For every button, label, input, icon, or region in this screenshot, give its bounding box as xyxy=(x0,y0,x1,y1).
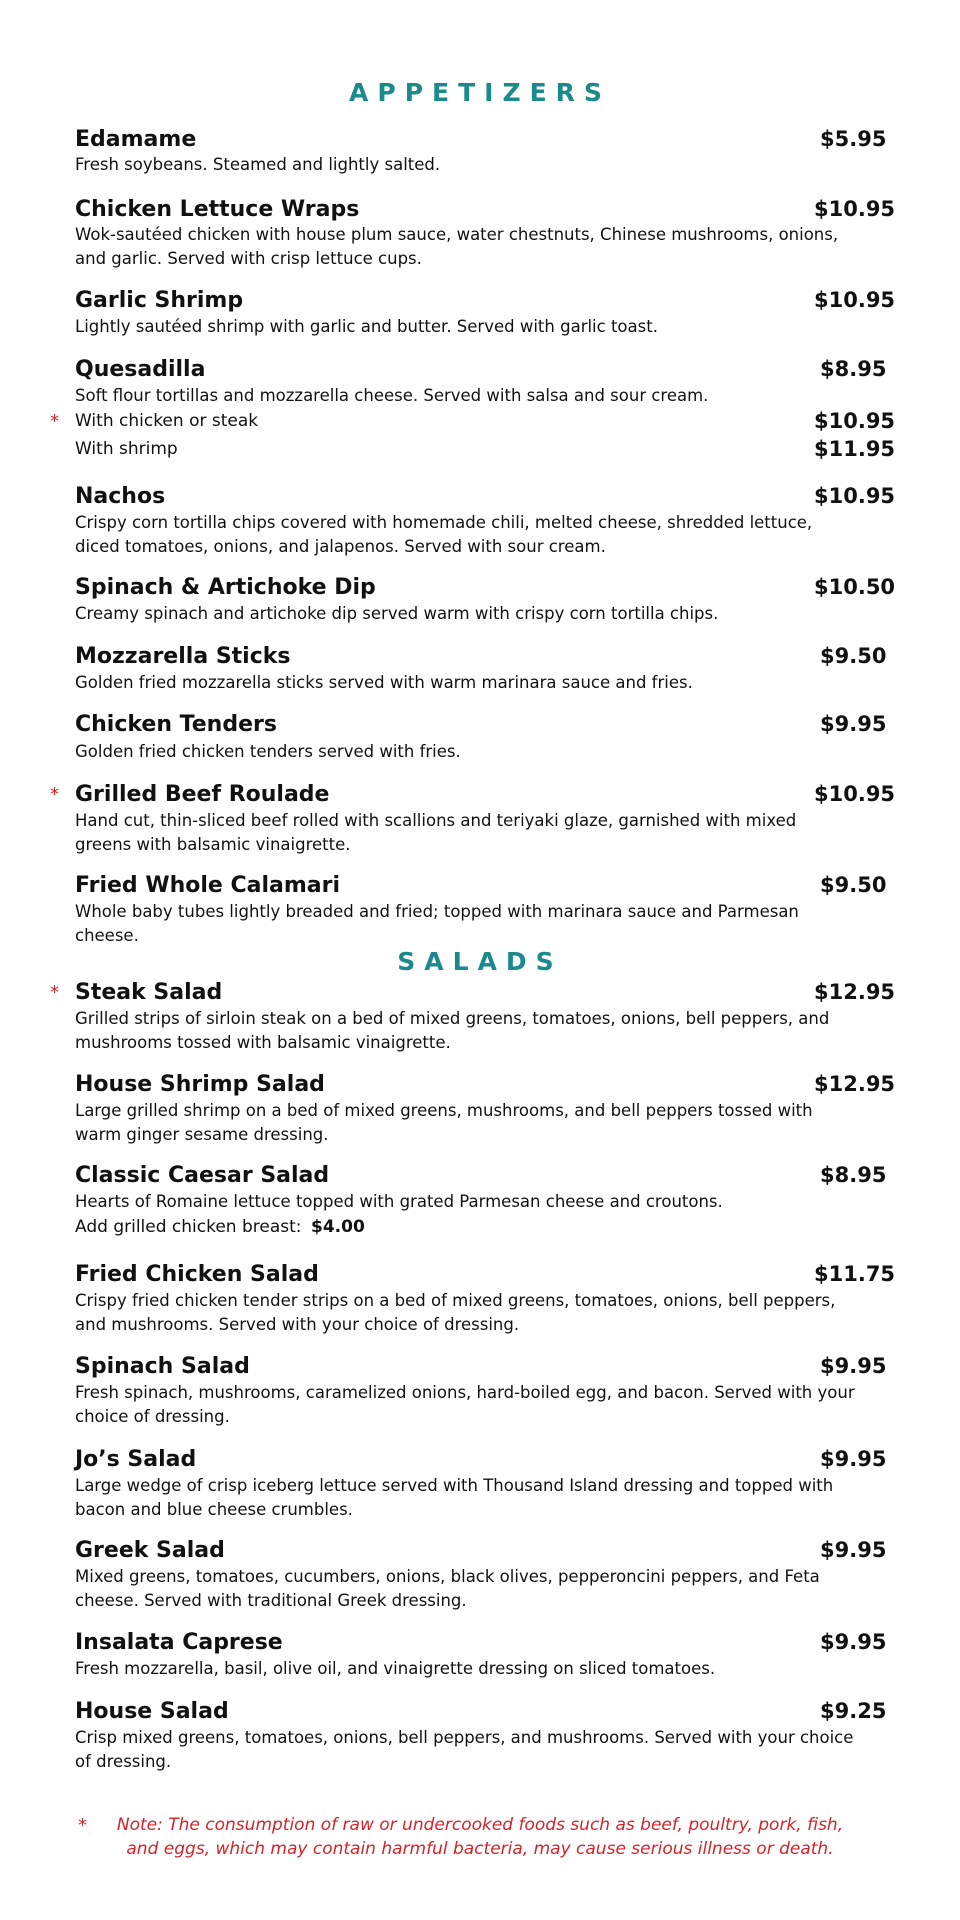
option-label: With shrimp xyxy=(75,439,178,459)
item-name: Greek Salad xyxy=(75,1538,225,1563)
menu-item xyxy=(0,1262,960,1334)
item-price: $9.95 xyxy=(820,1538,887,1562)
option-label: With chicken or steak xyxy=(75,411,259,431)
menu-item xyxy=(0,1072,960,1144)
item-price: $10.95 xyxy=(814,288,896,312)
menu-item xyxy=(0,288,960,336)
item-description: Wok-sautéed chicken with house plum sauce, water chestnuts, Chinese mushrooms, onions, and garlic. Served with crisp lettuce cups. xyxy=(75,225,839,268)
item-name: Classic Caesar Salad xyxy=(75,1163,330,1188)
item-description: Whole baby tubes lightly breaded and fried; topped with marinara sauce and Parmesan cheese. xyxy=(75,902,799,945)
item-name: House Shrimp Salad xyxy=(75,1072,325,1097)
item-description: Fresh soybeans. Steamed and lightly salted. xyxy=(75,155,441,174)
food-safety-note-line2: and eggs, which may contain harmful bacteria, may cause serious illness or death. xyxy=(126,1839,834,1859)
item-price: $10.50 xyxy=(814,575,896,599)
item-description: Large grilled shrimp on a bed of mixed greens, mushrooms, and bell peppers tossed with warm ginger sesame dressing. xyxy=(75,1101,813,1144)
menu-item xyxy=(0,644,960,692)
item-name: Edamame xyxy=(75,127,197,152)
item-description: Mixed greens, tomatoes, cucumbers, onions, black olives, pepperoncini peppers, and Feta cheese. Served with traditional Greek dressing. xyxy=(75,1567,820,1610)
item-description: Lightly sautéed shrimp with garlic and butter. Served with garlic toast. xyxy=(75,317,658,336)
item-description: Fresh spinach, mushrooms, caramelized onions, hard-boiled egg, and bacon. Served with your choice of dressing. xyxy=(75,1383,855,1426)
item-name: Fried Chicken Salad xyxy=(75,1262,319,1287)
menu-item xyxy=(0,357,960,461)
item-price: $10.95 xyxy=(814,782,896,806)
item-name: Jo’s Salad xyxy=(75,1447,197,1472)
item-description: Grilled strips of sirloin steak on a bed of mixed greens, tomatoes, onions, bell peppers, and mushrooms tossed with balsamic vinaigrette. xyxy=(75,1009,830,1052)
item-price: $9.95 xyxy=(820,1447,887,1471)
option-price: $10.95 xyxy=(814,409,896,433)
menu-item xyxy=(0,197,960,268)
item-description: Soft flour tortillas and mozzarella cheese. Served with salsa and sour cream. xyxy=(75,386,709,405)
food-safety-note-line1: Note: The consumption of raw or undercooked foods such as beef, poultry, pork, fish, xyxy=(116,1815,844,1835)
item-price: $11.75 xyxy=(814,1262,896,1286)
menu-item xyxy=(0,1630,960,1678)
item-price: $9.95 xyxy=(820,1354,887,1378)
raw-food-asterisk: * xyxy=(50,982,59,1003)
item-price: $9.50 xyxy=(820,644,887,668)
menu-item xyxy=(0,980,960,1052)
item-name: Spinach & Artichoke Dip xyxy=(75,575,376,600)
menu-item xyxy=(0,575,960,623)
item-name: Chicken Lettuce Wraps xyxy=(75,197,360,222)
item-price: $9.25 xyxy=(820,1699,887,1723)
menu-item xyxy=(0,1354,960,1426)
item-name: Spinach Salad xyxy=(75,1354,250,1379)
item-description: Large wedge of crisp iceberg lettuce served with Thousand Island dressing and topped with bacon and blue cheese crumbles. xyxy=(75,1476,834,1519)
item-description: Hand cut, thin-sliced beef rolled with scallions and teriyaki glaze, garnished with mixed greens with balsamic vinaigrette. xyxy=(75,811,797,854)
item-price: $9.95 xyxy=(820,1630,887,1654)
item-price: $5.95 xyxy=(820,127,887,151)
option-price: $11.95 xyxy=(814,437,896,461)
appetizers-heading: APPETIZERS xyxy=(349,78,611,107)
menu-item xyxy=(0,782,960,854)
menu-item xyxy=(0,127,960,174)
item-name: Mozzarella Sticks xyxy=(75,644,291,669)
item-name: Chicken Tenders xyxy=(75,712,277,737)
item-price: $8.95 xyxy=(820,357,887,381)
raw-food-asterisk: * xyxy=(50,784,59,805)
item-description: Crisp mixed greens, tomatoes, onions, bell peppers, and mushrooms. Served with your choice of dressing. xyxy=(75,1728,854,1771)
item-price: $9.95 xyxy=(820,712,887,736)
item-description: Crispy corn tortilla chips covered with homemade chili, melted cheese, shredded lettuce, diced tomatoes, onions, and jalapenos. Served with sour cream. xyxy=(75,513,813,556)
menu-item xyxy=(0,484,960,556)
menu-item xyxy=(0,1699,960,1771)
item-price: $12.95 xyxy=(814,1072,896,1096)
item-name: House Salad xyxy=(75,1699,229,1724)
note-asterisk: * xyxy=(78,1815,87,1836)
item-price: $8.95 xyxy=(820,1163,887,1187)
menu-item xyxy=(0,1163,960,1237)
raw-food-asterisk: * xyxy=(50,411,59,432)
item-name: Nachos xyxy=(75,484,166,509)
item-description: Golden fried mozzarella sticks served with warm marinara sauce and fries. xyxy=(75,673,693,692)
item-price: $10.95 xyxy=(814,197,896,221)
item-price: $12.95 xyxy=(814,980,896,1004)
item-name: Quesadilla xyxy=(75,357,206,382)
add-on-label: Add grilled chicken breast: xyxy=(75,1217,302,1237)
add-on-price: $4.00 xyxy=(311,1217,365,1237)
menu-item xyxy=(0,712,960,761)
item-name: Steak Salad xyxy=(75,980,223,1005)
item-name: Grilled Beef Roulade xyxy=(75,782,330,807)
menu-item xyxy=(0,873,960,945)
item-description: Hearts of Romaine lettuce topped with grated Parmesan cheese and croutons. xyxy=(75,1192,723,1211)
menu-item xyxy=(0,1447,960,1519)
item-description: Golden fried chicken tenders served with fries. xyxy=(75,742,461,761)
item-name: Garlic Shrimp xyxy=(75,288,244,313)
salads-heading: SALADS xyxy=(397,947,563,976)
item-description: Crispy fried chicken tender strips on a bed of mixed greens, tomatoes, onions, bell peppers, and mushrooms. Served with your choice of dressing. xyxy=(75,1291,836,1334)
item-name: Fried Whole Calamari xyxy=(75,873,341,898)
item-price: $10.95 xyxy=(814,484,896,508)
item-description: Creamy spinach and artichoke dip served warm with crispy corn tortilla chips. xyxy=(75,604,719,623)
item-price: $9.50 xyxy=(820,873,887,897)
item-description: Fresh mozzarella, basil, olive oil, and vinaigrette dressing on sliced tomatoes. xyxy=(75,1659,716,1678)
menu-item xyxy=(0,1538,960,1610)
item-name: Insalata Caprese xyxy=(75,1630,283,1655)
